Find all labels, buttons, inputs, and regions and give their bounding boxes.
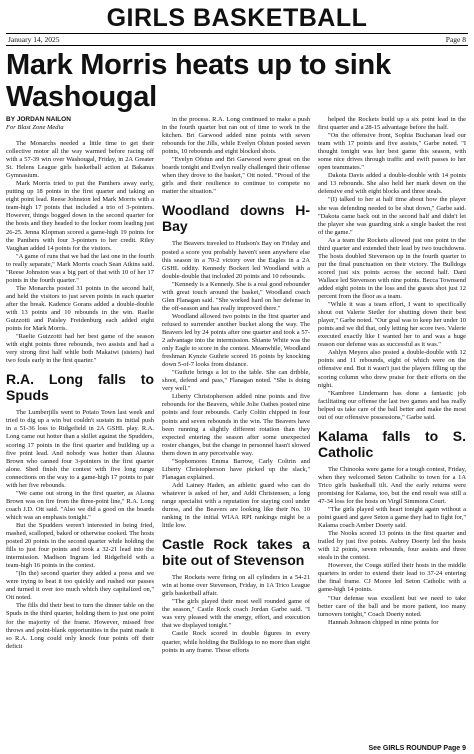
page-number: Page 8 (445, 35, 466, 44)
paragraph: "While it was a team effort, I want to specifically shout out Valerie Stetler for shutting down their best player," Garbe noted. "Our goal was to keep her under 10 points and we did that, only letting her score two. Valerie executed exactly like I wanted her to and was a huge reason our defense was as successful as it was." (318, 301, 467, 349)
paragraph: "We came out strong in the first quarter, as Alauna Brown was on fire from the three-point line," R.A. Long coach J.D. Ott said. "Also we did a good on the boards which was an emphasis tonight." (6, 489, 154, 521)
paragraph: Mark Morris tried to put the Panthers away early, putting up 18 points in the first quarter and taking an eight point lead. Reese Johnston led Mark Morris with a team-high 17 points that included a trio of 3-pointers. However, things bogged down in the second quarter for the hosts and they headed to the locker room leading just 26-25. Jenna Klopman scored a game-high 19 points for the Panthers with four 3-pointers to her credit. Riley Vaughan added 14 points for the visitors. (6, 180, 154, 252)
column-1 (6, 116, 154, 655)
paragraph: "Raelie Guizzotti had her best game of the season with eight points three rebounds, two assists and had a very strong first half while both Makaiwi (sisters) had two fouls early in the first quarter." (6, 333, 154, 365)
story-catholic (318, 466, 466, 627)
dateline-bar (6, 33, 468, 46)
paragraph: The Beavers traveled to Hudson's Bay on Friday and posted a score you probably haven't seen anywhere else this season in a 70-2 victory over the Eagles in a 2A GSHL oddity. Kennedy Bockert led Woodland with a double-double that included 20 points and 10 rebounds. (162, 240, 310, 280)
subhead-hbay: Woodland downs H-Bay (162, 202, 310, 235)
paragraph: The Chinooks were game for a tough contest, Friday, when they welcomed Seton Catholic to town for a 1A Trico girls basketball tilt. And the early returns were promising for Kalama, too, but the end result was still a 47-34 loss for the hosts on Virgil Simmons Court. (318, 465, 466, 505)
paragraph: The Monarchs posted 31 points in the second half, and held the visitors to just seven points in each quarter after the break. Kadence Gorans added a double-double with 13 points and 10 rebounds in the win. Raelie Guizzotti and Paisley Freidenburg each added eight points for Mark Morris. (6, 284, 154, 333)
paragraph: The Nooks scored 13 points in the first quarter and trailed by just five points. Aubrey Doerty led the hosts with 12 points, seven rebounds, four assists and three steals in the contest. (318, 530, 466, 562)
paragraph: Ashlyn Meyers also posted a double-double with 12 points and 11 rebounds, eight of which were on the offensive end. But it wasn't just the players filling up the scoring column who drew praise for their efforts on the night. (318, 349, 466, 389)
paragraph: "Sophomores Emma Barrow, Carly Coltrin and Liberty Christopherson have picked up the slack," Flanagan explained. (162, 457, 310, 481)
paragraph: Liberty Christopherson added nine points and five rebounds for the Beavers, while Jolie Oathes posted nine points and four rebounds. Carly Coltin chipped in four points and seven rebounds in the win. The Beavers have been running a slightly different rotation than they expected entering the season after some unexpected roster changes, but the change in personnel hasn't slowed them down in any perceivable way. (162, 393, 310, 457)
paragraph: The fills did their best to turn the dinner table on the Spuds in the third quarter, holding them to just one point for the majority of the frame. However, missed free throws and point-blank opportunities in the paint made it so R.A. Long could only knock four points off their deficit (6, 602, 154, 650)
issue-date: January 14, 2025 (8, 35, 60, 44)
paragraph: "The girls played their most well rounded game of the season," Castle Rock coach Jordan Garbe said. "I was very pleased with the energy, effort, and execution that we displayed tonight." (162, 598, 310, 630)
paragraph: in the process. R.A. Long continued to make a push in the fourth quarter but ran out of time to work in the kitchen. Bri Garwood added nine points with seven rebounds for the Jills, while Evelyn Olstun posted seven points, 10 rebounds and eight blocked shots. (162, 116, 310, 156)
paragraph: Dakota Davis added a double-double with 14 points and 13 rebounds. She also held her mark down on the defensive end with eight blocks and three steals. (318, 172, 466, 196)
paragraph: However, the Cougs stifled their hosts in the middle quarters in order to extend their lead to 37-24 entering the final frame. CJ Moore led Seton Catholic with a game-high 14 points. (318, 562, 466, 594)
jump-line[interactable]: See GIRLS ROUNDUP Page 9 (368, 745, 466, 752)
column-2 (162, 116, 310, 655)
subhead-stevenson: Castle Rock takes a bite out of Stevenson (162, 536, 310, 569)
main-headline: Mark Morris heats up to sink Washougal (6, 49, 391, 113)
story-stevenson (162, 574, 310, 654)
paragraph: "(I) talked to her at half time about how the player she was defending needed to be shut down," Garbe said. "Dakota came back out in the second half and didn't let the player she was guarding sink a single basket the rest of the game." (318, 196, 466, 236)
column-3 (318, 116, 466, 655)
paragraph: The Lumberjills went to Potato Town last week and tried to dig up a win but couldn't sustain its initial push in a 51-36 loss to Ridgefield in 2A GSHL play. R.A. Long came out hotter than a skillet against the Spudders, scoring 17 points in the first quarter and building up a five point lead. And nobody was hotter than Alauna Brown who canned four 3-pointers in the first quarter alone. Shed finish the contest with five long range connections on the way to a game-high 17 points to pair with her five rebounds. (6, 409, 154, 489)
paragraph: "Guthrie brings a lot to the table. She can dribble, shoot, defend and pass," Flanagan noted. "She is doing very well." (162, 369, 310, 393)
subhead-catholic: Kalama falls to S. Catholic (318, 427, 466, 460)
paragraph: "(In the) second quarter they added a press and we were trying to beat it too quickly and rushed our passes and turned it over too much which they capitalized on," Ott noted. (6, 570, 154, 602)
story-hbay (162, 240, 310, 530)
section-title: GIRLS BASKETBALL (106, 4, 368, 32)
paragraph: "A game of runs that we had the last one in the fourth to really separate," Mark Morris coach Sean Atkins said. "Reese Johnston was a big part of that with 10 of her 17 points in the fourth quarter." (6, 252, 154, 284)
paragraph: "Evelyn Ofstun and Bri Garwood were great on the boards tonight and Evelyn really challenged their offense when they drove to the basket," Ott noted. "Proud of the girls and their resilience to continue to compete no matter the situation." (162, 156, 310, 196)
paragraph: The Rockets were firing on all cylinders in a 54-21 win at home over Stevenson, Friday, in 1A Trico League girls basketball affair. (162, 574, 310, 598)
story-stevenson-continued (318, 116, 466, 422)
article-columns (6, 116, 468, 655)
byline-affiliation: For Blast Zone Media (6, 124, 64, 131)
paragraph: "The girls played with heart tonight again without a point guard and gave Seton a game they had to fight for," Kalama coach Amber Doerty said. (318, 506, 466, 530)
paragraph: As a team the Rockets allowed just one point in the third quarter and extended their lead by two touchdowns. The hosts doubled Stevenson up in the fourth quarter to put the final punctuation on their victory. The Bulldogs scored just six points across the second half. Dani Wallace led Stevenson with nine points. Becca Townsend added eight points in the loss and the guests shot just 12 percent from the floor as a team. (318, 236, 467, 301)
paragraph: "Our defense was excellent but we need to take better care of the ball and be more patient, too many turnovers tonight," Coach Doerty noted. (318, 594, 466, 618)
paragraph: Hannah Johnson chipped in nine points for (328, 618, 439, 626)
paragraph: Castle Rock scored in double figures in every quarter, while holding the Bulldogs to no more than eight points in any frame. Those efforts (162, 630, 310, 654)
paragraph: helped the Rockets build up a six point lead in the first quarter and a 28-15 advantage before the half. (318, 116, 466, 132)
story-spuds-continued (162, 116, 310, 196)
story-spuds (6, 409, 154, 650)
subhead-spuds: R.A. Long falls to Spuds (6, 371, 154, 404)
paragraph: The Monarchs needed a little time to get their collective motor all the way warmed before racing off with a 57-39 win over Washougal, Friday, in 2A Greater St. Helens League girls basketball action at Bakanus Gymnasium. (6, 140, 154, 180)
paragraph: "On the offensive front, Sophia Buchanan lead our team with 17 points and five assists," Garbe noted. "I thought tonight was her best game this season, with some nice drives through traffic and swift passes to her open teammates." (318, 132, 466, 172)
paragraph: But the Spudders weren't interested in being fried, mashed, scalloped, baked or otherwise cooked. The hosts posted 20 points in the second quarter while holding the fills to just four points and took a 32-21 lead into the intermission. Madison Ingram led Ridgefield with a team-high 16 points in the contest. (6, 521, 154, 570)
story-washougal (6, 140, 154, 365)
paragraph: Add Lainey Haden, an athletic guard who can do whatever is asked of her, and Addi Christensen, a long range specialist with a reputation for staying cool under duress, and the Beavers are looking like their No. 10 ranking in the initial WIAA RPI rankings might be a little low. (162, 481, 310, 530)
byline: BY JORDAN NAILON (6, 116, 71, 123)
paragraph: "Kennedy is a Kennedy. She is a real good rebounder with great touch around the basket," Woodland coach Glen Flanagan said. "She worked hard on her defense in the off-season and has really improved there." (162, 280, 310, 312)
paragraph: Woodland allowed two points in the first quarter and refused to surrender another bucket along the way. The Beavers led by 24 points after one quarter and took a 57-2 advantage into the intermission. Shiante White was the only Eagle to score in the contest. Meanwhile, Woodland freshman Kynzie Guthrie scored 16 points by knocking down 5-of-7 looks from distance. (162, 312, 310, 369)
paragraph: "Kambree Lindemann has done a fantastic job facilitating our offense the last two games and has really helped us take care of the ball better and make the most out of our offensive possessions," Garbe said. (318, 389, 466, 421)
